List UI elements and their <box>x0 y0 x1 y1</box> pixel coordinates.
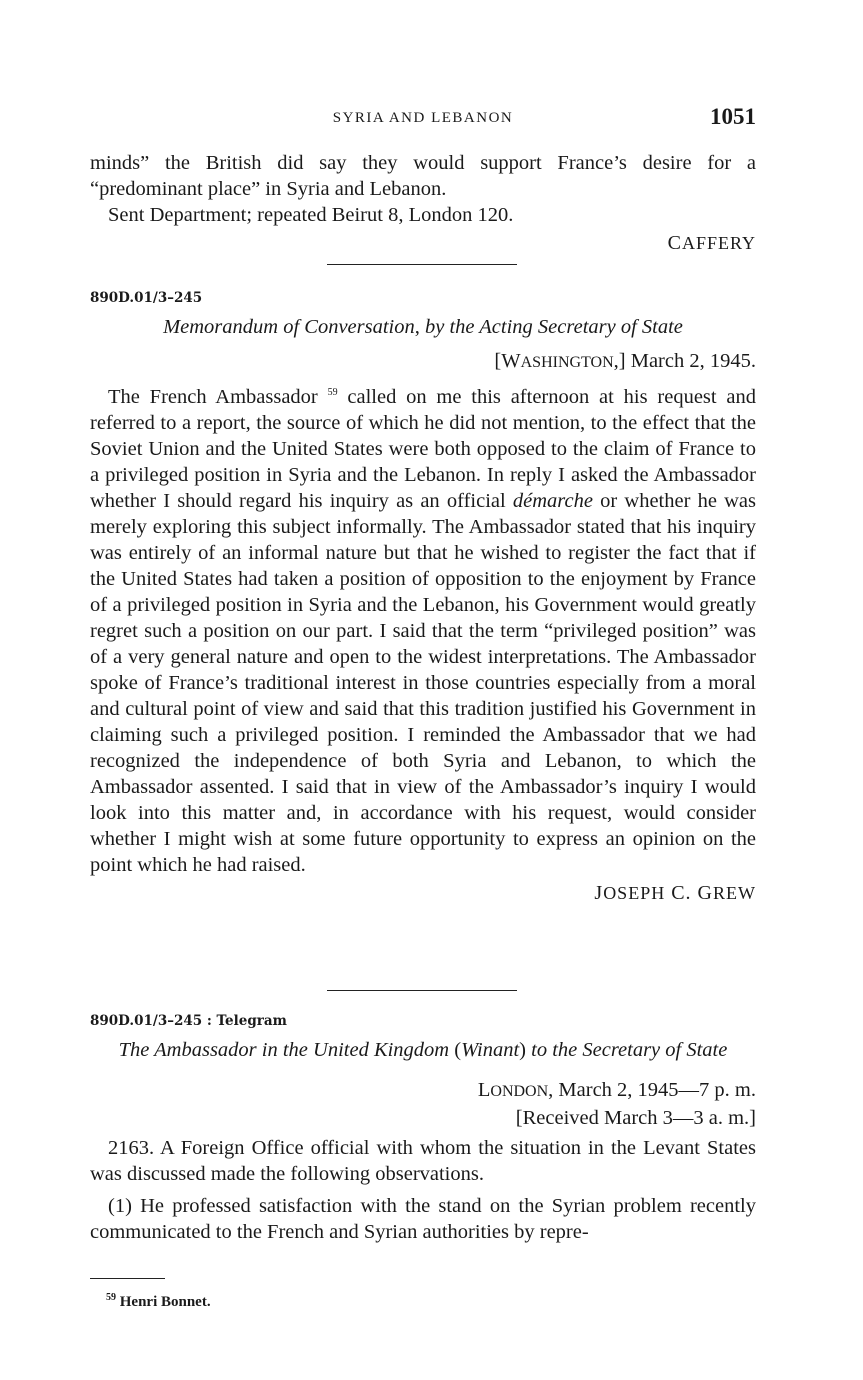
telegram-para-2: (1) He professed satisfaction with the stand on the Syrian problem recently communicated to the French and Syrian authorities by repre- <box>90 1195 756 1243</box>
sig-rest: AFFERY <box>681 233 756 253</box>
telegram-section <box>90 1013 756 1245</box>
date-place-initial: W <box>501 350 521 372</box>
footnote-rule <box>90 1278 165 1279</box>
sig-g: G <box>697 881 713 904</box>
telegram-dateline <box>90 1077 756 1105</box>
body-start: The French Ambassador <box>108 385 318 408</box>
title2-c: Winant <box>461 1039 520 1061</box>
footnote-mark: 59 <box>106 1292 116 1303</box>
body-part-2: or whether he was merely exploring this subject informally. The Ambassador stated that his inquiry was entirely of an informal nature but that he wished to register the fact that if the United States had taken a position of opposition to the enjoyment by France of a privileged position in Syria and the Lebanon, his Government would greatly regret such a position on our part. I said that the term “privileged position” was of a very general nature and open to the widest interpretations. The Ambassador spoke of France’s traditional interest in those countries especially from a moral and cultural point of view and said that this tradition justified his Government in claiming such a privileged position. I reminded the Ambassador that we had recognized the independence of both Syria and Lebanon, to which the Ambassador assented. I said that in view of the Ambassador’s inquiry I would look into this matter and, in accordance with his request, would consider whether I might wish at some future opportunity to express an opinion on the point which he had raised. <box>90 489 756 876</box>
date2-initial: L <box>477 1079 491 1101</box>
sig-rew: REW <box>713 882 756 903</box>
file-reference-2: 890D.01/3–245 : Telegram <box>90 1013 287 1029</box>
received-line: [Received March 3—3 a. m.] <box>515 1107 756 1129</box>
body-part-1: called on me this afternoon at his request and referred to a report, the source of which he did not mention, to the effect that the Soviet Union and the United States were both opposed to the claim of France to a privileged position in Syria and the Lebanon. In reply I asked the Ambassador whether I should regard his inquiry as an official <box>90 385 756 512</box>
continued-paragraph: minds” the British did say they would support France’s desire for a “predominant place” in Syria and Lebanon. <box>90 152 756 200</box>
footnote-ref: 59 <box>327 387 338 398</box>
title-part-b: by the Acting Secretary of State <box>425 316 683 338</box>
file-reference: 890D.01/3–245 <box>90 290 203 306</box>
page-number: 1051 <box>710 104 756 129</box>
running-head: SYRIA AND LEBANON <box>332 110 514 126</box>
telegram-para-1: 2163. A Foreign Office official with whom the situation in the Levant States was discussed made the following observations. <box>90 1137 756 1185</box>
title-sep: , <box>414 316 426 338</box>
date2-place-rest: ONDON <box>490 1083 549 1100</box>
telegram-title <box>90 1037 756 1063</box>
sent-line: Sent Department; repeated Beirut 8, London 120. <box>108 204 514 226</box>
footnote <box>106 1292 211 1311</box>
title2-b: ( <box>449 1039 462 1061</box>
memorandum-title <box>90 314 756 340</box>
section-divider <box>327 264 517 265</box>
date-close: ,] March 2, 1945. <box>613 350 756 372</box>
footnote-text: Henri Bonnet. <box>116 1294 211 1310</box>
title2-d: ) <box>519 1039 532 1061</box>
signature-grew <box>90 882 756 905</box>
sig-j: J <box>594 881 604 904</box>
title2-e: to the Secretary of State <box>531 1039 728 1061</box>
memorandum-body <box>90 380 756 878</box>
memorandum-dateline <box>90 348 756 376</box>
page-header <box>90 104 756 136</box>
sig-c: C. <box>665 881 698 904</box>
signature-caffery <box>90 232 756 255</box>
title2-a: The Ambassador in the United Kingdom <box>118 1039 450 1061</box>
memorandum-section <box>90 290 756 905</box>
section-divider-2 <box>327 990 517 991</box>
sig-oseph: OSEPH <box>603 882 666 903</box>
title-part-a: Memorandum of Conversation <box>163 316 415 338</box>
date-place-rest: ASHINGTON <box>520 354 614 371</box>
date2-rest: , March 2, 1945—7 p. m. <box>548 1079 756 1101</box>
date-open: [ <box>494 350 502 372</box>
body-italic: démarche <box>512 489 593 512</box>
continued-telegram <box>90 150 756 255</box>
sig-initial: C <box>667 232 682 254</box>
